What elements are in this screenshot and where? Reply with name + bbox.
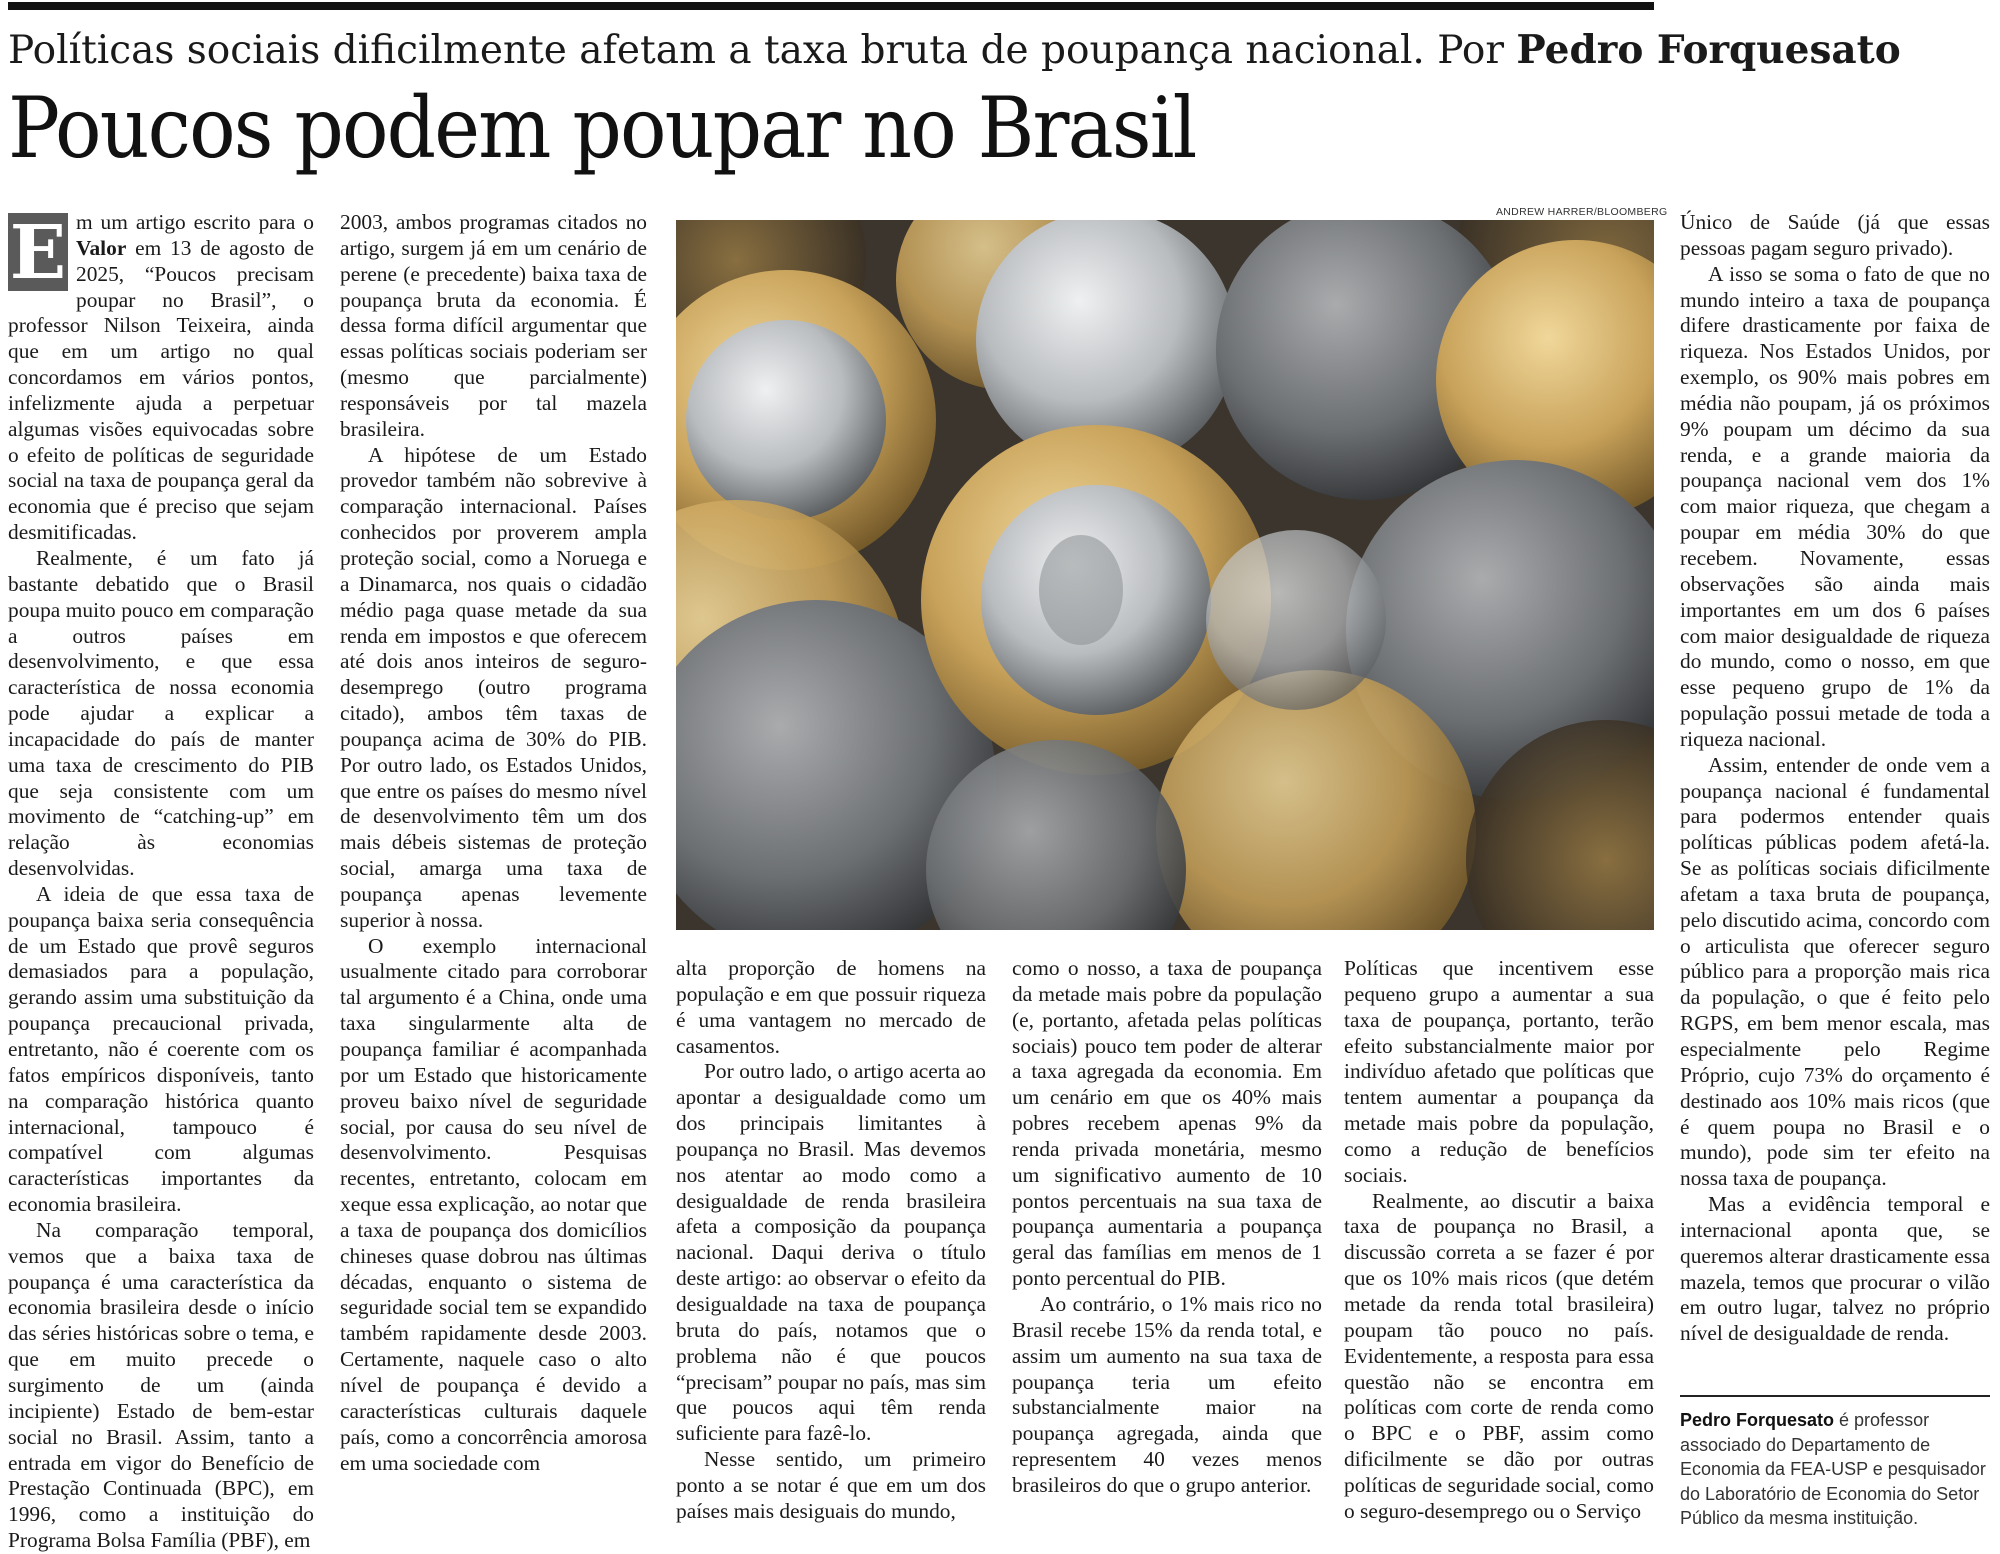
paragraph: alta proporção de homens na população e em que possuir riqueza é uma vantagem no mercado de casamentos. — [676, 956, 986, 1058]
publication-name: Valor — [76, 235, 127, 260]
kicker-text: Políticas sociais dificilmente afetam a taxa bruta de poupança nacional. Por — [8, 28, 1504, 73]
paragraph: A hipótese de um Estado provedor também não sobrevive à comparação internacional. Países conhecidos por proverem ampla proteção social, como a Noruega e a Dinamarca, nos quais o cidadão médio paga quase metade da sua renda em impostos e que oferecem até dois anos inteiros de seguro-desemprego (outro programa citado), ambos têm taxas de poupança acima de 30% do PIB. Por outro lado, os Estados Unidos, que entre os países do mesmo nível de desenvolvimento têm um dos mais débeis sistemas de proteção social, amarga uma taxa de poupança apenas levemente superior à nossa. — [340, 442, 647, 932]
article-column-4 — [1012, 956, 1322, 1499]
paragraph: Assim, entender de onde vem a poupança nacional é fundamental para podermos entender quais políticas públicas podem afetá-la. Se as políticas sociais dificilmente afetam a taxa bruta de poupança, pelo discutido acima, concordo com o articulista que oferecer seguro público para a proporção mais rica da população, o que é feito pelo RGPS, em bem menor escala, mas especialmente pelo Regime Próprio, cujo 73% do orçamento é destinado aos 10% mais ricos (que é quem poupa no Brasil e o mundo), pode sim ter efeito na nossa taxa de poupança. — [1680, 752, 1990, 1191]
paragraph: Realmente, é um fato já bastante debatido que o Brasil poupa muito pouco em comparação a outros países em desenvolvimento, e que essa característica de nossa economia pode ajudar a explicar a incapacidade do país de manter uma taxa de crescimento do PIB que seja consistente com um movimento de “catching-up” em relação às economias desenvolvidas. — [8, 545, 314, 881]
coins-illustration — [676, 220, 1654, 930]
bio-author-name: Pedro Forquesato — [1680, 1410, 1835, 1430]
paragraph: 2003, ambos programas citados no artigo, surgem já em um cenário de perene (e precedente) baixa taxa de poupança bruta da economia. É dessa forma difícil argumentar que essas políticas sociais poderiam ser (mesmo que parcialmente) responsáveis por tal mazela brasileira. — [340, 210, 647, 441]
bio-divider — [1680, 1395, 1990, 1397]
article-column-5 — [1344, 956, 1654, 1525]
paragraph: Por outro lado, o artigo acerta ao apontar a desigualdade como um dos principais limitantes à poupança no Brasil. Mas devemos nos atentar ao modo como a desigualdade de renda brasileira afeta a composição da poupança nacional. Daqui deriva o título deste artigo: ao observar o efeito da desigualdade na taxa de poupança bruta do país, notamos que o problema não é que poucos “precisam” poupar no país, mas sim que poucos aqui têm renda suficiente para fazê-lo. — [676, 1059, 986, 1446]
article-column-1 — [8, 210, 314, 1554]
paragraph: A ideia de que essa taxa de poupança baixa seria consequência de um Estado que provê seguros demasiados para a população, gerando assim uma substituição da poupança precaucional privada, entretanto, não é coerente com os fatos empíricos disponíveis, tanto na comparação histórica quanto internacional, tampouco é compatível com algumas características importantes da economia brasileira. — [8, 881, 314, 1217]
paragraph-text: m um artigo escrito para o — [76, 210, 314, 234]
paragraph: Realmente, ao discutir a baixa taxa de poupança no Brasil, a discussão correta a se fazer é por que os 10% mais ricos (que detém metade da renda total brasileira) poupam tão pouco no país. Evidentemente, a resposta para essa questão não se encontra em políticas com corte de renda como o BPC e o PBF, assim como dificilmente se dão por outras políticas de seguridade social, como o seguro-desemprego ou o Serviço — [1344, 1188, 1654, 1523]
paragraph: A isso se soma o fato de que no mundo inteiro a taxa de poupança difere drasticamente por faixa de riqueza. Nos Estados Unidos, por exemplo, os 90% mais pobres em média não poupam, já os próximos 9% poupam um décimo da sua renda, e a grande maioria da poupança nacional vem dos 1% com maior riqueza, que chegam a poupar em média 30% do que recebem. Novamente, essas observações são ainda mais importantes em um dos 6 países com maior desigualdade de riqueza do mundo, como o nosso, em que esse pequeno grupo de 1% da população possui metade de toda a riqueza nacional. — [1680, 261, 1990, 751]
paragraph: como o nosso, a taxa de poupança da metade mais pobre da população (e, portanto, afetada pelas políticas sociais) pouco tem poder de alterar a taxa agregada da economia. Em um cenário em que os 40% mais pobres recebem apenas 9% da renda privada monetária, mesmo um significativo aumento de 10 pontos percentuais na sua taxa de poupança aumentaria a poupança geral das famílias em menos de 1 ponto percentual do PIB. — [1012, 956, 1322, 1291]
drop-cap: E — [9, 210, 67, 296]
paragraph-text: em 13 de agosto de 2025, “Poucos precisam poupar no Brasil”, o professor Nilson Teixeira, ainda que em um artigo no qual concordamos em vários pontos, infelizmente ajuda a perpetuar algumas visões equivocadas sobre o efeito de políticas de seguridade social na taxa de poupança geral da economia que é preciso que sejam desmitificadas. — [8, 235, 314, 545]
paragraph: Único de Saúde (já que essas pessoas pagam seguro privado). — [1680, 210, 1990, 260]
top-rule — [8, 2, 1654, 10]
headline: Poucos podem poupar no Brasil — [8, 79, 1196, 177]
paragraph: Políticas que incentivem esse pequeno grupo a aumentar a sua taxa de poupança, portanto, terão efeito substancialmente maior por indivíduo afetado que políticas que tentem aumentar a poupança da metade mais pobre da população, como a redução de benefícios sociais. — [1344, 956, 1654, 1187]
bio-text: é professor associado do Departamento de Economia da FEA-USP e pesquisador do Laboratório de Economia do Setor Público da mesma instituição. — [1680, 1410, 1986, 1528]
kicker-author: Pedro Forquesato — [1516, 27, 1901, 73]
paragraph: Ao contrário, o 1% mais rico no Brasil recebe 15% da renda total, e assim um aumento na sua taxa de poupança teria um efeito substancialmente maior na poupança agregada, ainda que representem 40 vezes menos brasileiros do que o grupo anterior. — [1012, 1291, 1322, 1497]
author-bio — [1680, 1408, 1992, 1531]
coins-photo — [676, 220, 1654, 930]
kicker — [8, 26, 1998, 75]
paragraph: Na comparação temporal, vemos que a baixa taxa de poupança é uma característica da economia brasileira desde o início das séries históricas sobre o tema, e que em muito precede o surgimento de um (ainda incipiente) Estado de bem-estar social no Brasil. Assim, tanto a entrada em vigor do Benefício de Prestação Continuada (BPC), em 1996, como a instituição do Programa Bolsa Família (PBF), em — [8, 1217, 314, 1553]
paragraph: Mas a evidência temporal e internacional aponta que, se queremos alterar drasticamente essa mazela, temos que procurar o vilão em outro lugar, talvez no próprio nível de desigualdade de renda. — [1680, 1192, 1990, 1346]
paragraph: O exemplo internacional usualmente citado para corroborar tal argumento é a China, onde uma taxa singularmente alta de poupança familiar é acompanhada por um Estado que historicamente proveu baixo nível de seguridade social, por causa do seu nível de desenvolvimento. Pesquisas recentes, entretanto, colocam em xeque essa explicação, ao notar que a taxa de poupança dos domicílios chineses quase dobrou nas últimas décadas, enquanto o sistema de seguridade social tem se expandido também rapidamente desde 2003. Certamente, naquele caso o alto nível de poupança é devido a características culturais daquele país, como a concorrência amorosa em uma sociedade com — [340, 933, 647, 1475]
article-column-6 — [1680, 210, 1990, 1347]
photo-credit: ANDREW HARRER/BLOOMBERG — [1496, 206, 1668, 218]
article-column-2 — [340, 210, 647, 1476]
article-column-3 — [676, 956, 986, 1525]
paragraph — [8, 210, 314, 546]
paragraph: Nesse sentido, um primeiro ponto a se notar é que em um dos países mais desiguais do mundo, — [676, 1447, 986, 1523]
